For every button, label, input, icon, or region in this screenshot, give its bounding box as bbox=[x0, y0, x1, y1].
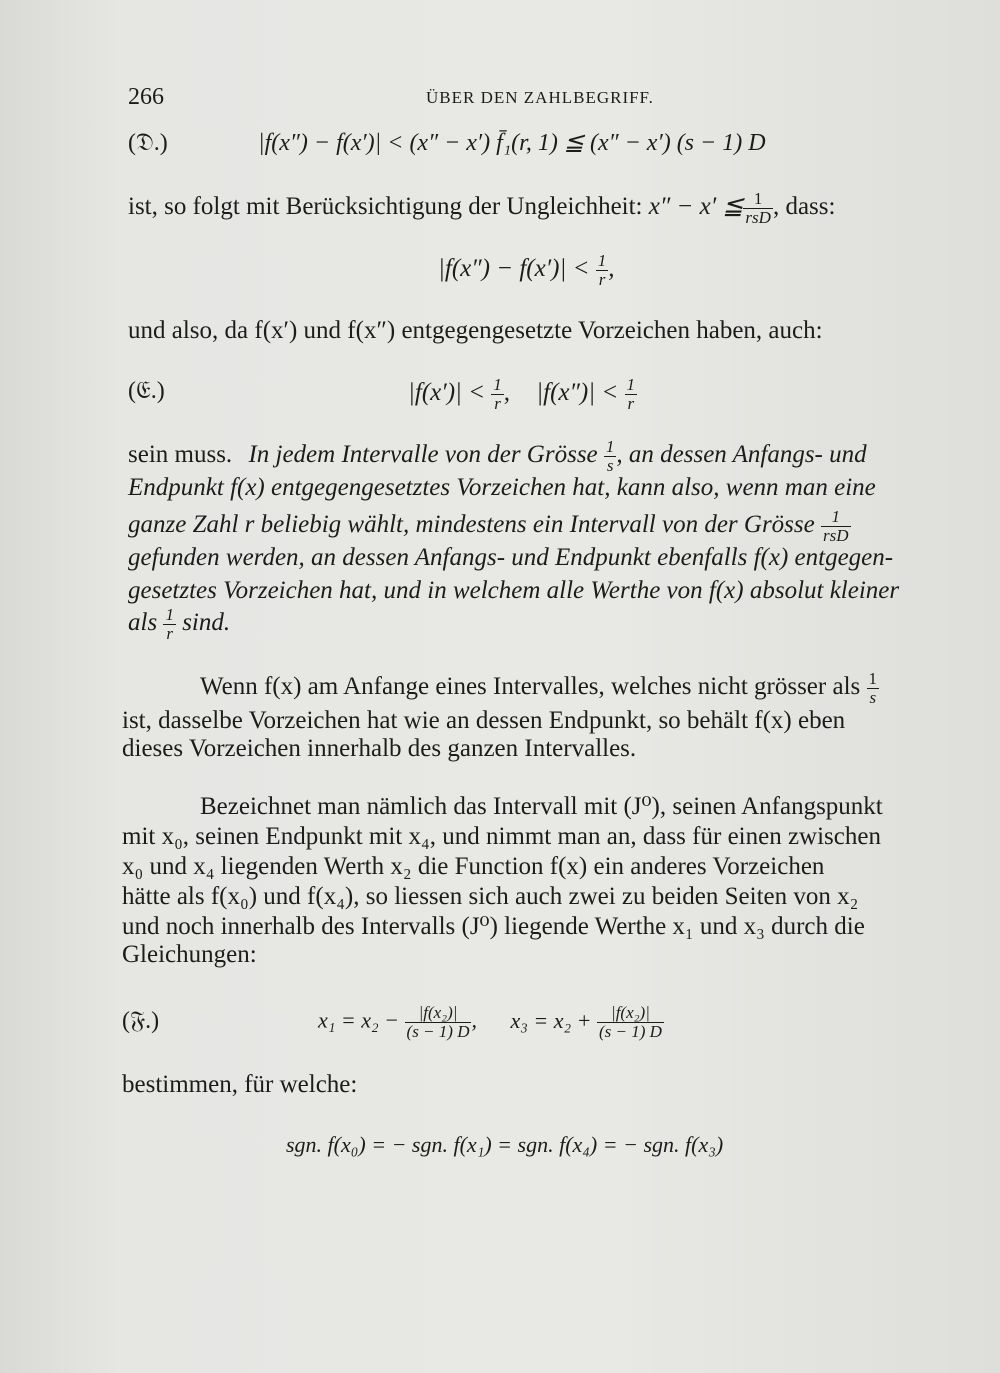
text-line bbox=[128, 508, 851, 545]
text-span: , dass: bbox=[772, 193, 836, 221]
fraction bbox=[821, 508, 851, 545]
text-line: gesetztes Vorzeichen hat, und in welchem alle Werthe von f(x) absolut kleiner bbox=[128, 577, 900, 604]
italic-text: In jedem Intervalle von der Grösse bbox=[248, 441, 598, 469]
equation-f bbox=[318, 1004, 664, 1041]
text-span: , bbox=[471, 1007, 477, 1033]
equation-text: x₁ = x₂ − bbox=[318, 1007, 400, 1033]
text-line: und noch innerhalb des Intervalls (J⁰) liegende Werthe x₁ und x₃ durch die bbox=[122, 913, 865, 940]
text-span: ist, so folgt mit Berücksichtigung der Ungleichheit: bbox=[128, 193, 643, 221]
equation-label-f: (𝔉.) bbox=[122, 1008, 160, 1034]
fraction-numerator: 1 bbox=[597, 251, 607, 270]
fraction-denominator: r bbox=[166, 624, 173, 643]
fraction-numerator: 1 bbox=[743, 190, 773, 209]
text-line bbox=[200, 670, 879, 707]
fraction-denominator: r bbox=[494, 394, 501, 413]
fraction bbox=[625, 376, 638, 413]
fraction bbox=[867, 670, 880, 707]
text-span: sein muss. bbox=[128, 441, 233, 469]
fraction-denominator: r bbox=[627, 394, 635, 413]
inequality: x″ − x′ ≦ bbox=[648, 193, 744, 221]
fraction-denominator: (s − 1) D bbox=[599, 1022, 662, 1041]
fraction-numerator: |f(x₂)| bbox=[405, 1004, 472, 1023]
equation-e: |f(x′)| < $\frac{1}{r}$ , |f(x″)| < $\frac{1}{r}$ bbox=[408, 375, 636, 413]
fraction-denominator: s bbox=[869, 688, 877, 707]
text-span: Wenn f(x) am Anfange eines Intervalles, welches nicht grösser als bbox=[200, 673, 861, 701]
text-line: gefunden werden, an dessen Anfangs- und Endpunkt ebenfalls f(x) entgegen- bbox=[128, 544, 894, 571]
page-number: 266 bbox=[128, 84, 164, 110]
fraction-numerator: 1 bbox=[165, 605, 174, 624]
fraction-numerator: |f(x₂)| bbox=[597, 1004, 664, 1023]
fraction-denominator: rsD bbox=[745, 208, 771, 227]
italic-text: , an dessen Anfangs- und bbox=[616, 441, 867, 469]
fraction-numerator: 1 bbox=[605, 437, 615, 456]
fraction-denominator: s bbox=[606, 456, 614, 475]
equation-d: |f(x″) − f(x′)| < (x″ − x′) f̄₁(r, 1) ≦ (x″ − x′) (s − 1) D bbox=[258, 130, 766, 156]
equation-middle bbox=[438, 252, 615, 289]
equation-text: x₃ = x₂ + bbox=[510, 1007, 592, 1033]
fraction bbox=[743, 190, 773, 227]
equation-text: |f(x′)| < bbox=[408, 379, 486, 407]
text-line: dieses Vorzeichen innerhalb des ganzen Intervalles. bbox=[122, 735, 637, 762]
running-title: ÜBER DEN ZAHLBEGRIFF. bbox=[426, 88, 654, 107]
fraction-numerator: 1 bbox=[868, 669, 878, 688]
text-line: bestimmen, für welche: bbox=[122, 1071, 358, 1098]
fraction-denominator: (s − 1) D bbox=[406, 1022, 470, 1041]
text-span: , bbox=[608, 255, 615, 283]
text-line: und also, da f(x′) und f(x″) entgegengesetzte Vorzeichen haben, auch: bbox=[128, 317, 823, 344]
text-line: x₀ und x₄ liegenden Werth x₂ die Function f(x) ein anderes Vorzeichen bbox=[122, 853, 825, 880]
text-line: hätte als f(x₀) und f(x₄), so liessen sich auch zwei zu beiden Seiten von x₂ bbox=[122, 883, 859, 910]
fraction bbox=[597, 1004, 664, 1041]
fraction bbox=[163, 606, 176, 643]
fraction bbox=[491, 376, 504, 413]
fraction bbox=[405, 1004, 472, 1041]
text-line: Gleichungen: bbox=[122, 941, 257, 968]
fraction bbox=[604, 438, 617, 475]
italic-text: ganze Zahl r beliebig wählt, mindestens ein Intervall von der Grösse bbox=[128, 511, 815, 539]
fraction-denominator: r bbox=[598, 270, 606, 289]
italic-text: als bbox=[128, 609, 158, 637]
text-line: Endpunkt f(x) entgegengesetztes Vorzeichen hat, kann also, wenn man eine bbox=[128, 474, 876, 501]
fraction bbox=[596, 252, 609, 289]
equation-sgn: sgn. f(x₀) = − sgn. f(x₁) = sgn. f(x₄) = − sgn. f(x₃) bbox=[286, 1132, 724, 1157]
text-line bbox=[128, 438, 938, 475]
equation-label-d: (𝔇.) bbox=[128, 130, 168, 156]
fraction-numerator: 1 bbox=[821, 508, 851, 527]
text-line: mit x₀, seinen Endpunkt mit x₄, und nimmt man an, dass für einen zwischen bbox=[122, 823, 881, 850]
fraction-denominator: rsD bbox=[822, 526, 849, 545]
equation-text: |f(x″)| < bbox=[536, 379, 619, 407]
fraction-numerator: 1 bbox=[493, 375, 502, 394]
italic-text: sind. bbox=[182, 609, 231, 637]
text-line: ist, dasselbe Vorzeichen hat wie an dessen Endpunkt, so behält f(x) eben bbox=[122, 707, 846, 734]
equation-label-e: (𝔈.) bbox=[128, 378, 165, 404]
text-line bbox=[128, 190, 835, 227]
fraction-numerator: 1 bbox=[626, 375, 636, 394]
text-line: Bezeichnet man nämlich das Intervall mit (J⁰), seinen Anfangspunkt bbox=[200, 793, 883, 820]
text-line bbox=[128, 606, 230, 643]
equation-text: |f(x″) − f(x′)| < bbox=[438, 255, 590, 283]
